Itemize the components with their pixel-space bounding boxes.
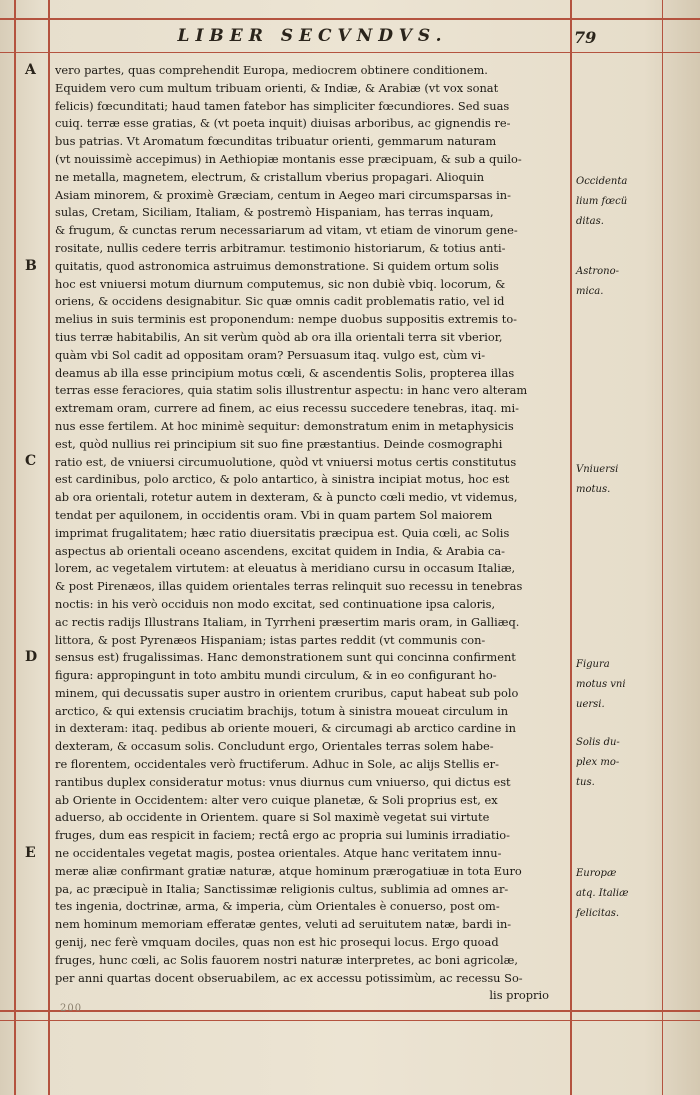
text-line: extremam oram, currere ad finem, ac eius recessu succedere tenebras, itaq. mi- [55,401,519,416]
text-line: in dexteram: itaq. pedibus ab oriente moueri, & circumagi ab arctico cardine in [55,721,516,736]
outer-right-rule [662,0,663,1095]
text-line: nus esse fertilem. At hoc minimè sequitur: demonstratum enim in metaphysicis [55,418,514,433]
running-head: LIBER SECVNDVS. [177,26,448,46]
marginal-note-line: Astrono- [576,266,620,277]
text-line: (vt nouissimè accepimus) in Aethiopiæ montanis esse præcipuam, & sub a quilo- [55,151,522,166]
text-line: aduerso, ab occidente in Orientem. quare si Sol maximè vegetat sui virtute [55,810,490,825]
marginal-note-line: atq. Italiæ [576,888,629,899]
text-line: pa, ac præcipuè in Italia; Sanctissimæ religionis cultus, sublimia ad omnes ar- [55,881,509,896]
text-line: genij, nec ferè vmquam dociles, quas non est hic prosequi locus. Ergo quoad [55,935,499,950]
text-line: Equidem vero cum multum tribuam orienti, & Indiæ, & Arabiæ (vt vox sonat [55,80,499,95]
marginal-note-line: mica. [576,286,604,297]
text-line: oriens, & occidens designabitur. Sic quæ omnis cadit problematis ratio, vel id [55,294,505,309]
text-line: imprimat frugalitatem; hæc ratio diuersitatis præcipua est. Quia cœli, ac Solis [55,525,510,540]
text-line: & post Pirenæos, illas quidem orientales terras relinquit suo recessu in tenebras [55,579,523,594]
marginal-note-line: motus. [576,484,611,495]
text-line: arctico, & qui extensis cruciatim brachijs, totum à sinistra moueat circulum in [55,703,509,718]
text-line: per anni quartas docent obseruabilem, ac ex accessu potissimùm, ac recessu So- [55,970,523,985]
text-line: lis proprio [489,988,549,1003]
text-line: quàm vbi Sol cadit ad oppositam oram? Persuasum itaq. vulgo est, cùm vi- [55,347,486,362]
marginal-note-line: Vniuersi [576,464,619,475]
section-letter: B [25,258,37,274]
page-number: 79 [574,28,597,47]
text-line: Asiam minorem, & proximè Græciam, centum in Aegeo mari circumsparsas in- [55,187,511,202]
marginal-note-line: lium fœcü [576,196,628,207]
text-line: aspectus ab orientali oceano ascendens, excitat quidem in India, & Arabia ca- [55,543,506,558]
text-line: meræ aliæ confirmant gratiæ naturæ, atque hominum prærogatiuæ in tota Euro [55,863,522,878]
text-line: ac rectis radijs Illustrans Italiam, in Tyrrheni præsertim maris oram, in Galliæq. [55,614,520,629]
marginal-note [576,460,656,500]
text-line: vero partes, quas comprehendit Europa, mediocrem obtinere conditionem. [55,63,488,77]
text-line: ab ora orientali, rotetur autem in dexteram, & à puncto cœli medio, vt videmus, [55,490,518,505]
text-line: lorem, ac vegetalem virtutem: at eleuatus à meridiano cursu in occasum Italiæ, [55,561,516,576]
header-rule [0,52,700,53]
section-letter: E [25,845,36,861]
top-rule [0,18,700,20]
text-right-rule [570,0,572,1095]
text-line: est, quòd nullius rei principium sit suo fine præstantius. Deinde cosmographi [55,436,503,451]
marginal-note-line: motus vni [576,679,626,690]
text-line: figura: appropingunt in toto ambitu mundi circulum, & in eo configurant ho- [55,668,497,683]
text-line: tes ingenia, doctrinæ, arma, & imperia, cùm Orientales è conuerso, post om- [55,899,500,914]
text-line: melius in suis terminis est proponendum: nempe duobus suppositis extremis to- [55,312,518,327]
section-letter: D [25,649,38,665]
text-line: ne metalla, magnetem, electrum, & cristallum vberius propagari. Alioquin [55,169,485,184]
marginal-note-line: Europæ [576,868,617,879]
marginal-note-line: Occidenta [576,176,628,187]
marginal-note-line: tus. [576,777,595,788]
text-line: fruges, dum eas respicit in faciem; rectâ ergo ac propria sui luminis irradiatio- [55,828,510,843]
text-line: tendat per aquilonem, in occidentis oram. Vbi in quam partem Sol maiorem [55,507,493,522]
marginal-note [576,655,656,715]
text-line: ratio est, de vniuersi circumuolutione, quòd vt vniuersi motus certis constitutus [55,454,517,469]
text-line: cuiq. terræ esse gratias, & (vt poeta inquit) diuisas arboribus, ac gignendis re- [55,116,511,131]
marginal-note-line: ditas. [576,216,604,227]
marginal-note [576,262,656,302]
marginal-note [576,733,656,793]
bottom-rule-secondary [0,1020,700,1021]
text-line: minem, qui decussatis super austro in orientem cruribus, caput habeat sub polo [55,685,519,700]
marginal-note-line: plex mo- [576,757,620,768]
section-letter: C [25,453,37,469]
text-line: & frugum, & cunctas rerum necessariarum ad vitam, vt etiam de vinorum gene- [55,223,518,238]
text-line: hoc est vniuersi motum diurnum computemus, sic non dubiè vbiq. locorum, & [55,276,506,291]
section-letter: A [25,62,36,78]
marginal-note-line: Figura [576,659,610,670]
text-line: fruges, hunc cœli, ac Solis fauorem nostri naturæ interpretes, ac boni agricolæ, [55,952,518,967]
text-left-rule [48,0,50,1095]
marginal-note-line: felicitas. [576,908,620,919]
text-line: re florentem, occidentales verò fructiferum. Adhuc in Sole, ac alijs Stellis er- [55,757,499,772]
marginal-note [576,864,656,924]
text-line: rantibus duplex consideratur motus: vnus diurnus cum vniuerso, qui dictus est [55,774,511,789]
text-line: tius terræ habitabilis, An sit verùm quòd ab ora illa orientali terra sit vberior, [55,329,503,344]
text-line: bus patrias. Vt Aromatum fœcunditas tribuatur orienti, gemmarum naturam [55,134,497,149]
text-line: felicis) fœcunditati; haud tamen fatebor has simpliciter fœcundiores. Sed suas [55,98,510,113]
marginal-note-line: Solis du- [576,737,620,748]
left-margin-rule [14,0,16,1095]
text-line: est cardinibus, polo arctico, & polo antartico, à sinistra incipiat motus, hoc est [55,472,510,487]
signature-mark: 200 [60,1003,83,1014]
body-text [55,62,569,1005]
text-line: terras esse feraciores, quia statim solis illustrentur aspectu: in hanc vero alteram [55,383,528,398]
text-line: ne occidentales vegetat magis, postea orientales. Atque hanc veritatem innu- [55,846,502,861]
text-line: dexteram, & occasum solis. Concludunt ergo, Orientales terras solem habe- [55,739,494,754]
marginal-note-line: uersi. [576,699,605,710]
text-line: sensus est) frugalissimas. Hanc demonstrationem sunt qui concinna confirment [55,650,516,665]
text-line: noctis: in his verò occiduis non modo excitat, sed continuatione ipsa caloris, [55,596,496,611]
text-line: nem hominum memoriam efferatæ gentes, veluti ad seruitutem natæ, bardi in- [55,917,512,932]
text-line: littora, & post Pyrenæos Hispaniam; istas partes reddit (vt communis con- [55,632,486,647]
text-line: deamus ab illa esse principium motus cœli, & ascendentis Solis, propterea illas [55,365,515,380]
text-line: rositate, nullis cedere terris arbitramur. testimonio historiarum, & totius anti- [55,240,506,255]
text-line: ab Oriente in Occidentem: alter vero cuique planetæ, & Soli proprius est, ex [55,792,498,807]
marginal-note [576,172,656,232]
text-line: sulas, Cretam, Siciliam, Italiam, & postremò Hispaniam, has terras inquam, [55,205,494,220]
text-line: quitatis, quod astronomica astruimus demonstratione. Si quidem ortum solis [55,258,499,273]
bottom-rule [0,1010,700,1012]
